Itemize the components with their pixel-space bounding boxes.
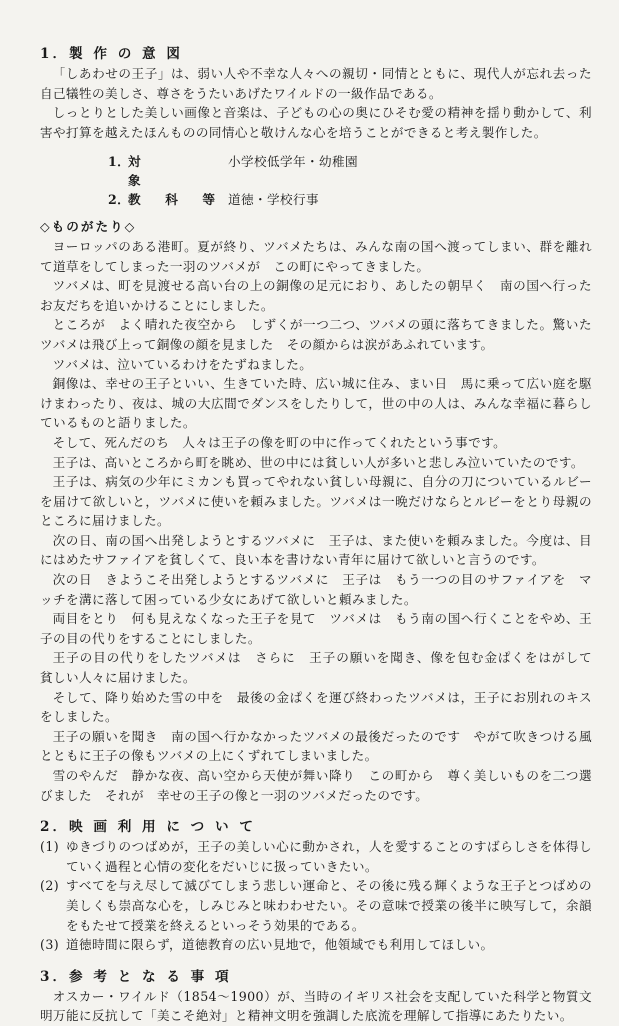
- list-text: すべてを与え尽して滅びてしまう悲しい運命と、その後に残る輝くような王子とつばめの美しくも崇高な心を，しみじみと味わわせたい。その意味で授業の後半に映写して，余韻をもたせて授業を終えるといっそう効果的である。: [66, 878, 592, 933]
- spec-number: 2．: [108, 192, 131, 208]
- usage-section: [40, 817, 592, 955]
- section-heading-usage: 2．映 画 利 用 に つ い て: [40, 819, 256, 836]
- intent-paragraph: 「しあわせの王子」は、弱い人や不幸な人々への親切・同情とともに、現代人が忘れ去った自己犠牲の美しさ、尊さをうたいあげたワイルドの一級作品である。: [40, 66, 592, 101]
- story-paragraph: 雪のやんだ 静かな夜、高い空から天使が舞い降り この町から 尊く美しいものを二つ選びました それが 幸せの王子の像と一羽のツバメだったのです。: [40, 768, 592, 803]
- reference-section: [40, 967, 592, 1026]
- story-heading: ◇ものがたり◇: [40, 219, 137, 235]
- usage-list-item: [40, 935, 592, 955]
- target-spec-list: [108, 152, 592, 209]
- spec-term: 教 科 等: [128, 192, 221, 208]
- spec-term: 対 象: [128, 154, 208, 189]
- list-text: ゆきづりのつばめが，王子の美しい心に動かされ，人を愛することのすばらしさを体得していく過程と心情の変化をだいじに扱っていきたい。: [66, 839, 592, 874]
- story-paragraph: 両目をとり 何も見えなくなった王子を見て ツバメは もう南の国へ行くことをやめ、王子の目の代りをすることにしました。: [40, 611, 592, 646]
- list-number: (2): [40, 878, 60, 894]
- story-paragraph: 次の日、南の国へ出発しようとするツバメに 王子は、また使いを頼みました。今度は、目にはめたサファイアを貧しくて、良い本を書けない青年に届けて欲しいと言うのです。: [40, 532, 592, 568]
- list-number: (3): [40, 937, 60, 953]
- spec-row-target: [108, 152, 592, 190]
- spec-row-subject: [108, 190, 592, 209]
- list-text: 道徳時間に限らず，道徳教育の広い見地で，他領域でも利用してほしい。: [66, 937, 494, 953]
- story-paragraph: ツバメは、町を見渡せる高い台の上の銅像の足元におり、あしたの朝早く 南の国へ行ったお友だちを追いかけることにしました。: [40, 278, 592, 313]
- spec-value: 小学校低学年・幼稚園: [228, 154, 358, 170]
- story-paragraph: 王子は、病気の少年にミカンも買ってやれない貧しい母親に、自分の刀についているルビーを届けて欲しいと，ツバメに使いを頼みました。ツバメは一晩だけならとルビーをとり母親のところに届けました。: [40, 474, 592, 529]
- spec-value: 道徳・学校行事: [228, 192, 319, 208]
- intent-paragraph: しっとりとした美しい画像と音楽は、子どもの心の奥にひそむ愛の精神を揺り動かして、利害や打算を越えたほんものの同情心と敬けんな心を培うことができると考え製作した。: [40, 105, 592, 140]
- story-paragraph: そして、死んだのち 人々は王子の像を町の中に作ってくれたという事です。: [52, 434, 507, 450]
- story-paragraph: 次の日 きようこそ出発しようとするツバメに 王子は もう一つの目のサファイアを マッチを溝に落して困っている少女にあげて欲しいと頼みました。: [40, 572, 592, 607]
- section-heading-reference: 3．参 考 と な る 事 項: [40, 968, 232, 985]
- story-paragraph: 王子の願いを聞き 南の国へ行かなかったツバメの最後だったのです やがて吹きつける風とともに王子の像もツバメの上にくずれてしまいました。: [40, 728, 592, 764]
- story-paragraph: ツバメは、泣いているわけをたずねました。: [52, 356, 313, 372]
- story-paragraph: 王子の目の代りをしたツバメは さらに 王子の願いを聞き、像を包む金ぱくをはがして 貧しい人々に届けました。: [40, 650, 605, 686]
- story-paragraph: ヨーロッパのある港町。夏が終り、ツバメたちは、みんな南の国へ渡ってしまい、群を離れて道草をしてしまった一羽のツバメが この町にやってきました。: [40, 238, 592, 274]
- story-paragraph: ところが よく晴れた夜空から しずくが一つ二つ、ツバメの頭に落ちてきました。驚いたツバメは飛び上って銅像の顔を見ました その顔からは涙があふれています。: [40, 317, 592, 352]
- story-paragraph: 王子は、高いところから町を眺め、世の中には貧しい人が多いと悲しみ泣いていたのです。: [52, 454, 584, 470]
- usage-list-item: [40, 837, 592, 876]
- spec-number: 1．: [108, 154, 131, 170]
- reference-paragraph: オスカー・ワイルド（1854～1900）が、当時のイギリス社会を支配していた科学と物質文明万能に反抗して「美こそ絶対」と精神文明を強調した底流を理解して指導にあたりたい。: [40, 988, 592, 1024]
- list-number: (1): [40, 839, 60, 855]
- usage-list-item: [40, 876, 592, 935]
- story-paragraph: 銅像は、幸せの王子といい、生きていた時、広い城に住み、まい日 馬に乗って広い庭を駆けまわったり、夜は、城の大広間でダンスをしたりして，世の中の人は、みんな幸福に暮らしているものと語りました。: [40, 376, 592, 431]
- document-body: [40, 44, 605, 1026]
- section-heading-intent: 1．製 作 の 意 図: [40, 46, 183, 62]
- story-paragraph: そして、降り始めた雪の中を 最後の金ぱくを運び終わったツバメは，王子にお別れのキスをしました。: [40, 689, 592, 725]
